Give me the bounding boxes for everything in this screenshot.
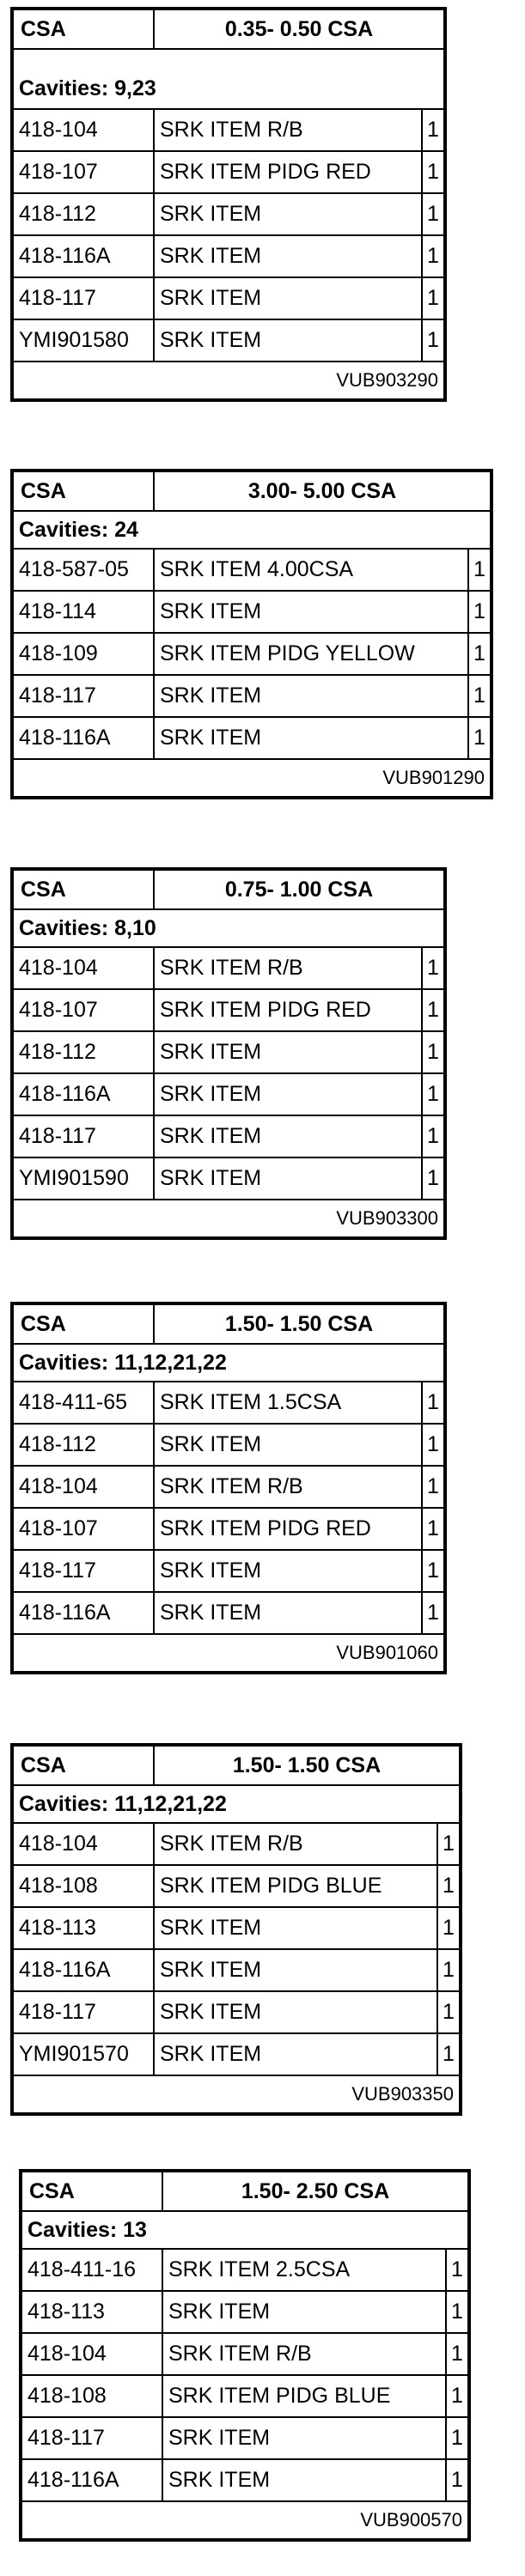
part-quantity: 1 [473, 641, 485, 665]
part-code: YMI901570 [14, 2034, 155, 2075]
part-code: 418-112 [14, 1425, 155, 1465]
part-description: SRK ITEM [155, 1074, 423, 1115]
part-code: 418-104 [14, 948, 155, 988]
part-quantity: 1 [451, 2342, 463, 2366]
cavities-label: Cavities: 24 [14, 512, 490, 550]
part-quantity: 1 [427, 1432, 439, 1456]
csa-table-6 [19, 2169, 471, 2542]
table-row [14, 1074, 443, 1116]
csa-table-5 [10, 1743, 462, 2116]
part-code: 418-114 [14, 592, 155, 632]
csa-label: CSA [14, 1747, 155, 1784]
part-description: SRK ITEM PIDG RED [155, 1509, 423, 1549]
part-description: SRK ITEM 4.00CSA [155, 550, 469, 590]
csa-range: 1.50- 2.50 CSA [241, 2178, 390, 2203]
part-quantity: 1 [443, 1916, 455, 1940]
part-description: SRK ITEM [155, 1992, 438, 2032]
part-description: SRK ITEM [155, 194, 423, 234]
part-quantity: 1 [427, 244, 439, 268]
part-code: 418-112 [14, 194, 155, 234]
part-description: SRK ITEM R/B [155, 110, 423, 150]
part-code: 418-104 [14, 110, 155, 150]
table-header [22, 2172, 467, 2212]
table-row [14, 236, 443, 278]
part-quantity: 1 [427, 1082, 439, 1106]
table-row [22, 2460, 467, 2502]
table-row [14, 676, 490, 718]
table-header [14, 1305, 443, 1345]
table-row [14, 152, 443, 194]
part-quantity: 1 [427, 202, 439, 226]
part-description: SRK ITEM [155, 1158, 423, 1199]
csa-label: CSA [14, 472, 155, 510]
csa-label: CSA [14, 871, 155, 908]
part-code: 418-107 [14, 1509, 155, 1549]
part-description: SRK ITEM PIDG BLUE [155, 1866, 438, 1906]
table-row [14, 1116, 443, 1158]
part-code: 418-112 [14, 1032, 155, 1072]
csa-range: 1.50- 1.50 CSA [224, 1311, 374, 1336]
csa-table-1 [10, 7, 447, 402]
table-row [14, 990, 443, 1032]
part-code: 418-116A [14, 718, 155, 758]
part-quantity: 1 [427, 1124, 439, 1148]
part-quantity: 1 [427, 1390, 439, 1414]
csa-table-4 [10, 1302, 447, 1674]
part-description: SRK ITEM PIDG YELLOW [155, 634, 469, 674]
part-code: 418-116A [14, 1074, 155, 1115]
part-quantity: 1 [473, 599, 485, 623]
part-quantity: 1 [473, 726, 485, 750]
part-code: 418-117 [14, 1992, 155, 2032]
cavities-label: Cavities: 13 [22, 2212, 467, 2250]
part-code: 418-411-16 [22, 2250, 163, 2290]
table-row [14, 1824, 459, 1866]
part-code: 418-104 [14, 1467, 155, 1507]
table-row [14, 1992, 459, 2034]
cavities-label: Cavities: 11,12,21,22 [14, 1345, 443, 1382]
part-quantity: 1 [451, 2468, 463, 2492]
table-row [14, 1593, 443, 1635]
table-row [14, 1509, 443, 1551]
part-code: 418-117 [14, 676, 155, 716]
part-quantity: 1 [473, 557, 485, 581]
csa-label: CSA [14, 10, 155, 48]
table-row [14, 592, 490, 634]
part-code: 418-411-65 [14, 1382, 155, 1423]
part-description: SRK ITEM [155, 1551, 423, 1591]
table-header [14, 10, 443, 50]
part-description: SRK ITEM PIDG RED [155, 152, 423, 192]
part-code: 418-113 [22, 2292, 163, 2332]
csa-range: 3.00- 5.00 CSA [247, 478, 397, 503]
part-code: 418-117 [14, 1116, 155, 1157]
table-row [14, 320, 443, 362]
table-header [14, 472, 490, 512]
table-header [14, 871, 443, 910]
csa-label: CSA [22, 2172, 163, 2210]
part-description: SRK ITEM R/B [155, 1824, 438, 1864]
part-description: SRK ITEM PIDG BLUE [163, 2376, 447, 2416]
table-row [22, 2292, 467, 2334]
table-row [14, 278, 443, 320]
part-code: 418-116A [14, 236, 155, 276]
part-description: SRK ITEM [155, 1116, 423, 1157]
csa-range: 0.75- 1.00 CSA [224, 877, 374, 902]
part-quantity: 1 [427, 1474, 439, 1498]
part-description: SRK ITEM [155, 718, 469, 758]
part-description: SRK ITEM [155, 1593, 423, 1633]
table-row [22, 2418, 467, 2460]
table-row [14, 1551, 443, 1593]
table-footer-code: VUB903290 [336, 369, 438, 391]
part-code: 418-107 [14, 152, 155, 192]
part-code: 418-113 [14, 1908, 155, 1948]
table-row [14, 1950, 459, 1992]
part-quantity: 1 [427, 160, 439, 184]
csa-table-3 [10, 867, 447, 1240]
part-code: 418-104 [22, 2334, 163, 2374]
part-code: 418-104 [14, 1824, 155, 1864]
table-row [14, 1467, 443, 1509]
part-description: SRK ITEM [155, 320, 423, 361]
part-quantity: 1 [427, 1166, 439, 1190]
part-code: 418-116A [22, 2460, 163, 2500]
table-footer-code: VUB903300 [336, 1207, 438, 1229]
part-code: 418-117 [14, 1551, 155, 1591]
part-quantity: 1 [427, 118, 439, 142]
part-description: SRK ITEM [155, 2034, 438, 2075]
csa-range: 0.35- 0.50 CSA [224, 16, 374, 41]
table-row [14, 634, 490, 676]
part-quantity: 1 [443, 1958, 455, 1982]
part-quantity: 1 [427, 1516, 439, 1540]
part-description: SRK ITEM [155, 1908, 438, 1948]
part-description: SRK ITEM [155, 236, 423, 276]
part-quantity: 1 [427, 956, 439, 980]
part-code: 418-108 [22, 2376, 163, 2416]
part-quantity: 1 [427, 1601, 439, 1625]
table-row [14, 718, 490, 760]
table-footer-code: VUB901290 [382, 767, 485, 788]
table-row [14, 1382, 443, 1425]
part-quantity: 1 [427, 998, 439, 1022]
csa-range: 1.50- 1.50 CSA [232, 1753, 382, 1777]
part-description: SRK ITEM [155, 1950, 438, 1990]
part-quantity: 1 [443, 2000, 455, 2024]
part-description: SRK ITEM 2.5CSA [163, 2250, 447, 2290]
cavities-label: Cavities: 8,10 [14, 910, 443, 948]
part-quantity: 1 [443, 2042, 455, 2066]
table-row [14, 2034, 459, 2076]
part-quantity: 1 [443, 1832, 455, 1856]
csa-table-2 [10, 469, 493, 799]
part-quantity: 1 [427, 286, 439, 310]
table-footer-code: VUB901060 [336, 1642, 438, 1663]
part-description: SRK ITEM R/B [155, 1467, 423, 1507]
part-quantity: 1 [451, 2384, 463, 2408]
part-description: SRK ITEM [155, 592, 469, 632]
part-code: 418-117 [14, 278, 155, 319]
part-description: SRK ITEM [155, 278, 423, 319]
table-row [14, 948, 443, 990]
table-row [14, 194, 443, 236]
table-row [14, 550, 490, 592]
part-quantity: 1 [427, 328, 439, 352]
table-row [14, 1908, 459, 1950]
part-code: YMI901580 [14, 320, 155, 361]
part-description: SRK ITEM [155, 1032, 423, 1072]
part-description: SRK ITEM [163, 2460, 447, 2500]
table-row [22, 2334, 467, 2376]
part-quantity: 1 [451, 2426, 463, 2450]
table-footer-code: VUB903350 [351, 2083, 454, 2105]
table-row [14, 110, 443, 152]
part-description: SRK ITEM PIDG RED [155, 990, 423, 1030]
part-code: 418-587-05 [14, 550, 155, 590]
table-row [22, 2250, 467, 2292]
part-code: 418-117 [22, 2418, 163, 2458]
table-row [14, 1425, 443, 1467]
csa-label: CSA [14, 1305, 155, 1343]
part-description: SRK ITEM 1.5CSA [155, 1382, 423, 1423]
table-row [14, 1032, 443, 1074]
table-header [14, 1747, 459, 1786]
part-quantity: 1 [443, 1874, 455, 1898]
part-quantity: 1 [427, 1040, 439, 1064]
part-description: SRK ITEM [155, 676, 469, 716]
part-quantity: 1 [427, 1558, 439, 1583]
table-row [14, 1866, 459, 1908]
cavities-label: Cavities: 9,23 [14, 50, 443, 110]
part-code: 418-109 [14, 634, 155, 674]
part-description: SRK ITEM [155, 1425, 423, 1465]
part-code: 418-116A [14, 1593, 155, 1633]
part-description: SRK ITEM [163, 2292, 447, 2332]
part-code: YMI901590 [14, 1158, 155, 1199]
part-quantity: 1 [473, 683, 485, 708]
cavities-label: Cavities: 11,12,21,22 [14, 1786, 459, 1824]
part-description: SRK ITEM R/B [155, 948, 423, 988]
part-code: 418-107 [14, 990, 155, 1030]
table-row [22, 2376, 467, 2418]
part-code: 418-116A [14, 1950, 155, 1990]
part-quantity: 1 [451, 2300, 463, 2324]
table-footer-code: VUB900570 [360, 2509, 462, 2530]
part-description: SRK ITEM [163, 2418, 447, 2458]
part-description: SRK ITEM R/B [163, 2334, 447, 2374]
part-quantity: 1 [451, 2257, 463, 2281]
part-code: 418-108 [14, 1866, 155, 1906]
table-row [14, 1158, 443, 1200]
